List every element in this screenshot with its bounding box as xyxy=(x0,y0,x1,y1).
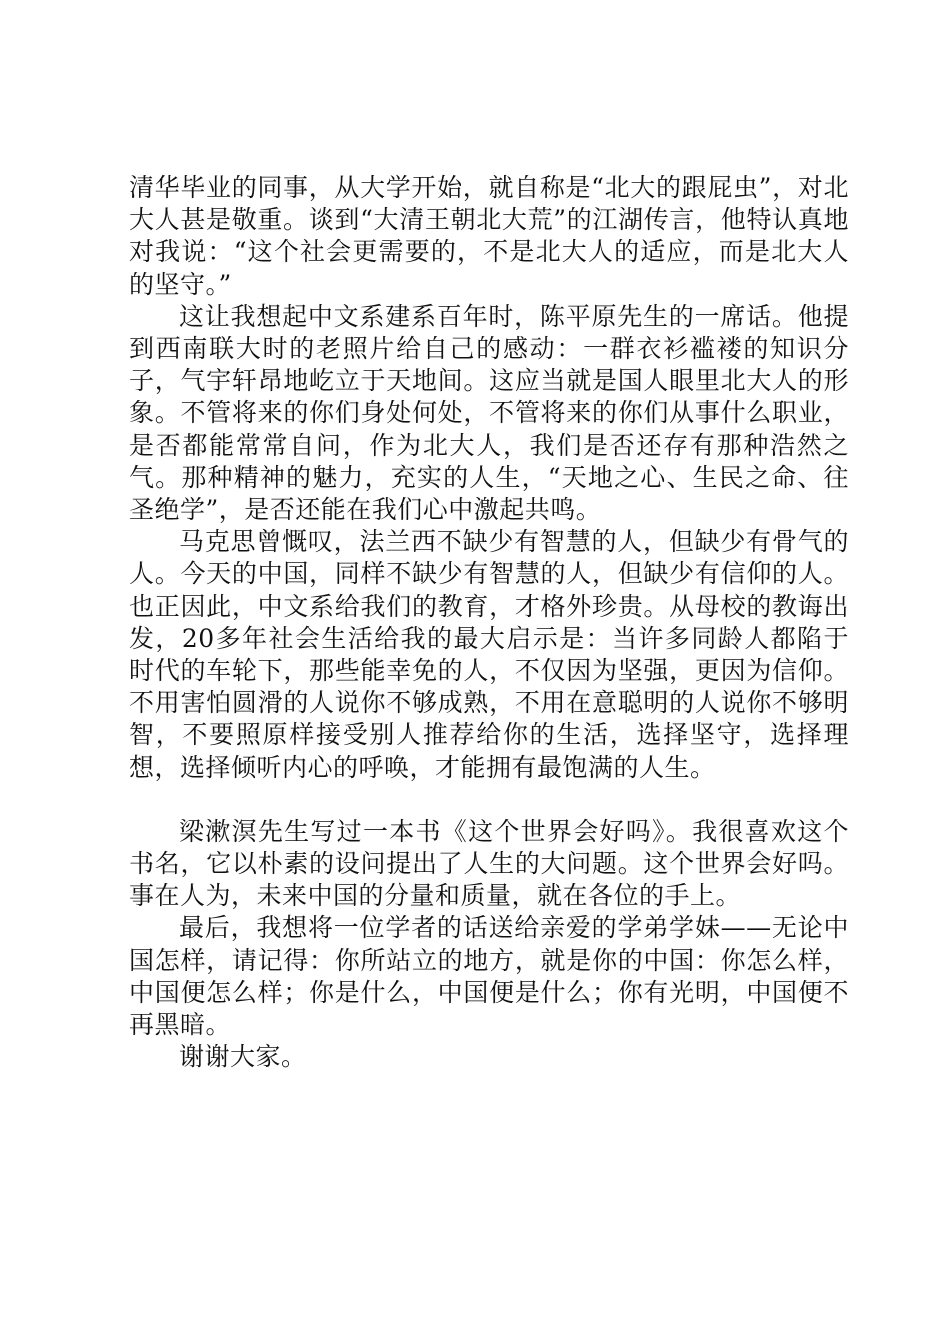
paragraph-liang-shuming: 梁漱溟先生写过一本书《这个世界会好吗》。我很喜欢这个书名，它以朴素的设问提出了人生的大问题。这个世界会好吗。事在人为，未来中国的分量和质量，就在各位的手上。 xyxy=(129,816,849,911)
paragraph-chen-pingyuan: 这让我想起中文系建系百年时，陈平原先生的一席话。他提到西南联大时的老照片给自己的感动：一群衣衫褴褛的知识分子，气宇轩昂地屹立于天地间。这应当就是国人眼里北大人的形象。不管将来的你们身处何处，不管将来的你们从事什么职业，是否都能常常自问，作为北大人，我们是否还存有那种浩然之气。那种精神的魅力，充实的人生，“天地之心、生民之命、往圣绝学”，是否还能在我们心中激起共鸣。 xyxy=(129,301,849,525)
paragraph-closing-quote: 最后，我想将一位学者的话送给亲爱的学弟学妹——无论中国怎样，请记得：你所站立的地方，就是你的中国：你怎么样，中国便怎么样；你是什么，中国便是什么；你有光明，中国便不再黑暗。 xyxy=(129,913,849,1040)
document-body xyxy=(129,172,849,1073)
paragraph-thanks: 谢谢大家。 xyxy=(179,1042,307,1072)
paragraph-marx-quote: 马克思曾慨叹，法兰西不缺少有智慧的人，但缺少有骨气的人。今天的中国，同样不缺少有智慧的人，但缺少有信仰的人。也正因此，中文系给我们的教育，才格外珍贵。从母校的教诲出发，20多年社会生活给我的最大启示是：当许多同龄人都陷于时代的车轮下，那些能幸免的人，不仅因为坚强，更因为信仰。不用害怕圆滑的人说你不够成熟，不用在意聪明的人说你不够明智，不要照原样接受别人推荐给你的生活，选择坚守，选择理想，选择倾听内心的呼唤，才能拥有最饱满的人生。 xyxy=(129,527,849,782)
paragraph-colleague-quote: 清华毕业的同事，从大学开始，就自称是“北大的跟屁虫”，对北大人甚是敬重。谈到“大清王朝北大荒”的江湖传言，他特认真地对我说：“这个社会更需要的，不是北大人的适应，而是北大人的坚守。” xyxy=(129,173,849,299)
